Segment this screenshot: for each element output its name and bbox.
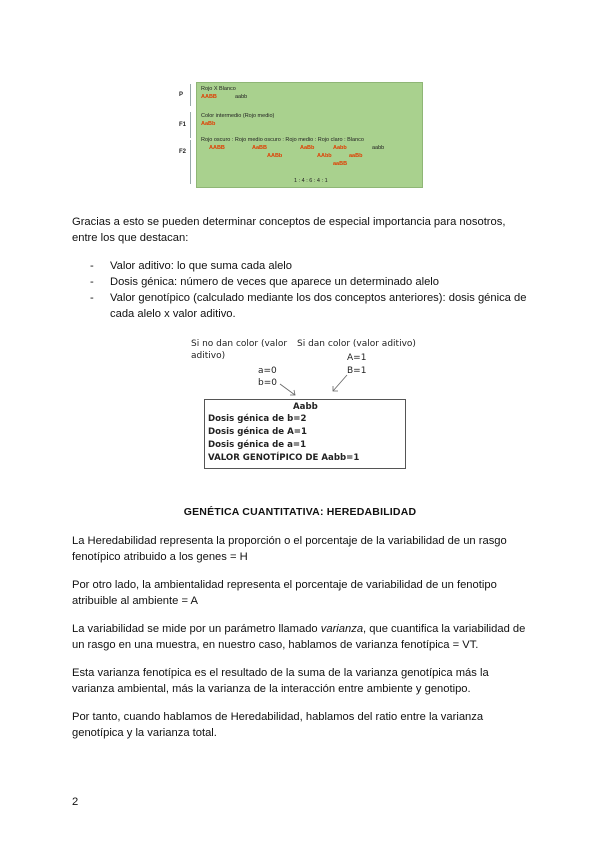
p-header: Rojo X Blanco [201,86,236,92]
f2-genotype: AAbb [317,153,332,159]
right-title: Si dan color (valor aditivo) [297,339,416,349]
list-item-text: Dosis génica: número de veces que aparece un determinado alelo [110,276,439,288]
list-item [90,274,540,290]
left-value-a: a=0 [258,366,277,376]
box-result: VALOR GENOTÍPICO DE Aabb=1 [208,453,360,463]
genotypic-value-box [204,399,406,469]
paragraph-varianza [72,621,532,653]
page-number: 2 [72,796,79,808]
f2-genotype: AaBb [300,145,315,151]
generation-labels [171,82,196,188]
concept-list [90,258,540,322]
f2-genotype: aabb [372,145,385,151]
list-item [90,258,540,274]
bullet-dash: - [90,292,94,304]
arrow-right [333,375,347,391]
genetics-cross-figure [171,82,423,188]
f2-ratio: 1 : 4 : 6 : 4 : 1 [294,178,328,184]
left-value-b: b=0 [258,378,277,388]
paragraph-heredabilidad: La Heredabilidad representa la proporción o el porcentaje de la variabilidad de un rasgo fenotípico atribuido a los genes = H [72,535,507,563]
box-title: Aabb [293,402,318,412]
cross-panel [196,82,423,188]
label-f2: F2 [179,149,187,155]
paragraph-conclusion: Por tanto, cuando hablamos de Heredabilidad, hablamos del ratio entre la varianza genotípica y la varianza total. [72,711,484,739]
list-item [90,290,540,322]
box-line: Dosis génica de A=1 [208,427,307,437]
left-title: Si no dan color (valor [191,339,288,349]
list-item-text: Valor genotípico (calculado mediante los dos conceptos anteriores): dosis génica de cada alelo x valor aditivo. [110,292,527,320]
right-value-a: A=1 [347,353,367,363]
bullet-dash: - [90,276,94,288]
box-line: Dosis génica de b=2 [208,414,307,424]
paragraph-varianza-fenotipica: Esta varianza fenotípica es el resultado de la suma de la varianza genotípica más la varianza ambiental, más la varianza de la interacción entre ambiente y genotipo. [72,667,489,695]
text-run: , que cuantifica la variabilidad de un rasgo en una muestra, en nuestro caso, hablamos de varianza fenotípica = VT. [72,623,526,651]
arrows [185,337,425,407]
right-value-b: B=1 [347,366,367,376]
label-p: P [179,92,184,98]
p-white-genotype: aabb [235,94,248,100]
f1-title: Color intermedio (Rojo medio) [201,113,275,119]
bullet-dash: - [90,260,94,272]
label-f1: F1 [179,122,187,128]
list-item-text: Valor aditivo: lo que suma cada alelo [110,260,293,272]
f1-genotype: AaBb [201,121,216,127]
arrow-left [280,384,295,395]
f2-genotype: AABb [267,153,283,159]
f2-genotype: Aabb [333,145,347,151]
genotypic-value-figure [185,337,425,472]
intro-paragraph: Gracias a esto se pueden determinar conceptos de especial importancia para nosotros, entre los que destacan: [72,216,506,244]
emphasis-varianza: varianza [320,623,364,635]
f2-genotype: aaBb [349,153,363,159]
section-heading: GENÉTICA CUANTITATIVA: HEREDABILIDAD [183,506,417,518]
p-red-genotype: AABB [201,94,217,100]
f2-genotype: AABB [209,145,225,151]
f2-genotype: AaBB [252,145,267,151]
paragraph-ambientalidad: Por otro lado, la ambientalidad representa el porcentaje de variabilidad de un fenotipo atribuible al ambiente = A [72,579,497,607]
left-title-line2: aditivo) [191,351,226,361]
text-run: La variabilidad se mide por un parámetro llamado [72,623,321,635]
box-line: Dosis génica de a=1 [208,440,307,450]
f2-genotype: aaBB [333,161,348,167]
f2-title: Rojo oscuro : Rojo medio oscuro : Rojo medio : Rojo claro : Blanco [201,137,364,143]
